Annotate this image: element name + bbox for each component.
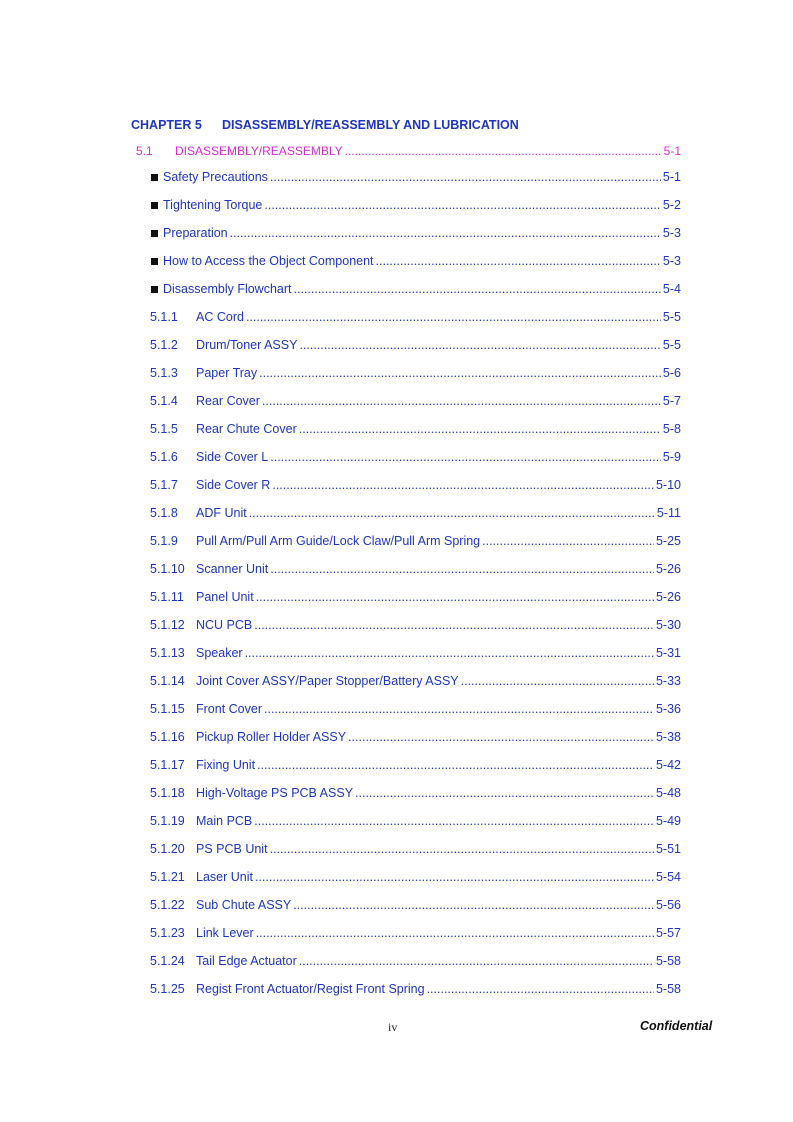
toc-entry-title: PS PCB Unit — [196, 842, 268, 856]
toc-entry[interactable] — [150, 226, 681, 254]
square-bullet-icon — [151, 174, 158, 181]
dot-leader — [256, 590, 654, 604]
dot-leader — [299, 338, 660, 352]
toc-entry-page: 5-1 — [662, 170, 681, 184]
toc-entry-title: Main PCB — [196, 814, 253, 828]
dot-leader — [246, 310, 661, 324]
toc-entry-page: 5-38 — [655, 730, 681, 744]
toc-entry-title: Tail Edge Actuator — [196, 954, 297, 968]
dot-leader — [345, 144, 662, 158]
toc-entry-number: 5.1.14 — [150, 674, 185, 688]
toc-entry[interactable] — [150, 310, 681, 338]
footer-confidential-label: Confidential — [640, 1019, 713, 1033]
toc-entry-page: 5-51 — [655, 842, 681, 856]
toc-entry-title: Regist Front Actuator/Regist Front Spring — [196, 982, 425, 996]
toc-entry-title: Laser Unit — [196, 870, 253, 884]
toc-entry-title: Pull Arm/Pull Arm Guide/Lock Claw/Pull Arm Spring — [196, 534, 481, 548]
toc-entry-title: Link Lever — [196, 926, 254, 940]
dot-leader — [245, 646, 654, 660]
toc-entry-title: Joint Cover ASSY/Paper Stopper/Battery ASSY — [196, 674, 459, 688]
dot-leader — [461, 674, 654, 688]
toc-entry-page: 5-5 — [662, 338, 681, 352]
toc-entry-title: Pickup Roller Holder ASSY — [196, 730, 347, 744]
toc-entry-title: Side Cover R — [196, 478, 271, 492]
toc-entry[interactable] — [150, 170, 681, 198]
square-bullet-icon — [151, 258, 158, 265]
toc-entry[interactable] — [150, 786, 681, 814]
toc-entry[interactable] — [150, 674, 681, 702]
section-page: 5-1 — [663, 144, 681, 158]
toc-entry[interactable] — [150, 982, 681, 1010]
toc-entry-title: Drum/Toner ASSY — [196, 338, 298, 352]
toc-entry[interactable] — [150, 478, 681, 506]
toc-entry-page: 5-9 — [662, 450, 681, 464]
toc-entry-page: 5-36 — [655, 702, 681, 716]
toc-entry-title: Rear Chute Cover — [196, 422, 297, 436]
toc-entry-page: 5-48 — [655, 786, 681, 800]
toc-entry[interactable] — [150, 394, 681, 422]
toc-entry-number: 5.1.10 — [150, 562, 185, 576]
toc-entry-page: 5-31 — [655, 646, 681, 660]
chapter-heading — [131, 118, 519, 132]
toc-entry-page: 5-56 — [655, 898, 681, 912]
dot-leader — [355, 786, 654, 800]
toc-entry-number: 5.1.12 — [150, 618, 185, 632]
toc-entry-number: 5.1.23 — [150, 926, 185, 940]
dot-leader — [254, 618, 654, 632]
toc-entry-page: 5-25 — [655, 534, 681, 548]
toc-entry-page: 5-3 — [662, 226, 681, 240]
dot-leader — [255, 870, 654, 884]
toc-entry-number: 5.1.7 — [150, 478, 178, 492]
toc-entry[interactable] — [150, 926, 681, 954]
dot-leader — [348, 730, 654, 744]
dot-leader — [293, 898, 654, 912]
toc-entry-page: 5-33 — [655, 674, 681, 688]
toc-entry-page: 5-26 — [655, 562, 681, 576]
toc-entry-title: AC Cord — [196, 310, 244, 324]
toc-entry-title: Preparation — [163, 226, 228, 240]
toc-entry-page: 5-26 — [655, 590, 681, 604]
toc-entry-page: 5-54 — [655, 870, 681, 884]
toc-entry[interactable] — [150, 870, 681, 898]
dot-leader — [254, 814, 654, 828]
toc-entry-title: Disassembly Flowchart — [163, 282, 292, 296]
dot-leader — [262, 394, 661, 408]
dot-leader — [230, 226, 661, 240]
toc-entry-page: 5-7 — [662, 394, 681, 408]
dot-leader — [259, 366, 661, 380]
toc-entry-number: 5.1.2 — [150, 338, 178, 352]
dot-leader — [264, 198, 661, 212]
toc-entry-number: 5.1.25 — [150, 982, 185, 996]
section-number: 5.1 — [136, 144, 153, 158]
toc-entry-title: Scanner Unit — [196, 562, 269, 576]
dot-leader — [294, 282, 661, 296]
toc-entry-page: 5-49 — [655, 814, 681, 828]
toc-entry[interactable] — [150, 534, 681, 562]
toc-entry-number: 5.1.16 — [150, 730, 185, 744]
toc-entry-page: 5-5 — [662, 310, 681, 324]
square-bullet-icon — [151, 230, 158, 237]
toc-entry-number: 5.1.4 — [150, 394, 178, 408]
square-bullet-icon — [151, 202, 158, 209]
toc-entry-title: Panel Unit — [196, 590, 254, 604]
chapter-number: CHAPTER 5 — [131, 118, 202, 132]
toc-entry[interactable] — [150, 254, 681, 282]
toc-entry-title: Tightening Torque — [163, 198, 263, 212]
section-title: DISASSEMBLY/REASSEMBLY — [175, 144, 343, 158]
toc-entry-list — [150, 170, 681, 1010]
toc-entry[interactable] — [150, 898, 681, 926]
footer-page-number: iv — [388, 1020, 398, 1034]
toc-entry-page: 5-2 — [662, 198, 681, 212]
dot-leader — [249, 506, 655, 520]
dot-leader — [257, 758, 654, 772]
toc-entry-page: 5-30 — [655, 618, 681, 632]
toc-entry-page: 5-3 — [662, 254, 681, 268]
dot-leader — [376, 254, 661, 268]
toc-entry[interactable] — [150, 422, 681, 450]
dot-leader — [270, 170, 661, 184]
toc-entry-page: 5-6 — [662, 366, 681, 380]
dot-leader — [482, 534, 654, 548]
toc-entry[interactable] — [150, 366, 681, 394]
chapter-title: DISASSEMBLY/REASSEMBLY AND LUBRICATION — [222, 118, 519, 132]
toc-entry[interactable] — [150, 954, 681, 982]
toc-entry[interactable] — [150, 702, 681, 730]
toc-entry-page: 5-8 — [662, 422, 681, 436]
toc-entry[interactable] — [150, 198, 681, 226]
toc-entry[interactable] — [150, 618, 681, 646]
toc-entry-title: Rear Cover — [196, 394, 260, 408]
toc-entry-title: Sub Chute ASSY — [196, 898, 292, 912]
toc-entry-page: 5-42 — [655, 758, 681, 772]
toc-entry-number: 5.1.20 — [150, 842, 185, 856]
toc-entry-title: Speaker — [196, 646, 243, 660]
toc-entry-number: 5.1.18 — [150, 786, 185, 800]
toc-entry-number: 5.1.13 — [150, 646, 185, 660]
toc-entry[interactable] — [150, 646, 681, 674]
toc-section-entry[interactable] — [136, 144, 681, 160]
toc-entry[interactable] — [150, 758, 681, 786]
toc-entry-number: 5.1.21 — [150, 870, 185, 884]
toc-entry-page: 5-4 — [662, 282, 681, 296]
dot-leader — [256, 926, 654, 940]
toc-entry-title: Paper Tray — [196, 366, 258, 380]
toc-entry-number: 5.1.6 — [150, 450, 178, 464]
toc-entry-number: 5.1.3 — [150, 366, 178, 380]
toc-entry-page: 5-11 — [656, 506, 681, 520]
toc-entry[interactable] — [150, 562, 681, 590]
toc-entry-number: 5.1.19 — [150, 814, 185, 828]
dot-leader — [427, 982, 654, 996]
square-bullet-icon — [151, 286, 158, 293]
dot-leader — [270, 450, 661, 464]
toc-entry[interactable] — [150, 842, 681, 870]
toc-entry-page: 5-58 — [655, 954, 681, 968]
toc-entry[interactable] — [150, 814, 681, 842]
toc-entry-number: 5.1.24 — [150, 954, 185, 968]
toc-entry-title: Front Cover — [196, 702, 262, 716]
dot-leader — [270, 842, 654, 856]
toc-entry-number: 5.1.22 — [150, 898, 185, 912]
toc-entry-number: 5.1.15 — [150, 702, 185, 716]
toc-entry[interactable] — [150, 730, 681, 758]
toc-entry[interactable] — [150, 282, 681, 310]
toc-entry-number: 5.1.11 — [150, 590, 184, 604]
toc-entry[interactable] — [150, 506, 681, 534]
toc-entry[interactable] — [150, 338, 681, 366]
toc-entry-title: High-Voltage PS PCB ASSY — [196, 786, 354, 800]
toc-entry-page: 5-10 — [655, 478, 681, 492]
toc-entry-title: Side Cover L — [196, 450, 269, 464]
dot-leader — [299, 422, 661, 436]
toc-entry-title: Safety Precautions — [163, 170, 268, 184]
toc-entry-title: ADF Unit — [196, 506, 247, 520]
toc-entry-page: 5-57 — [655, 926, 681, 940]
toc-entry-title: How to Access the Object Component — [163, 254, 374, 268]
toc-entry-number: 5.1.9 — [150, 534, 178, 548]
toc-entry-page: 5-58 — [655, 982, 681, 996]
toc-entry-number: 5.1.1 — [150, 310, 178, 324]
dot-leader — [299, 954, 654, 968]
dot-leader — [272, 478, 654, 492]
dot-leader — [264, 702, 654, 716]
toc-entry-title: NCU PCB — [196, 618, 253, 632]
toc-entry[interactable] — [150, 450, 681, 478]
toc-entry-number: 5.1.17 — [150, 758, 185, 772]
toc-entry-number: 5.1.8 — [150, 506, 178, 520]
dot-leader — [270, 562, 654, 576]
toc-entry[interactable] — [150, 590, 681, 618]
toc-entry-title: Fixing Unit — [196, 758, 256, 772]
toc-entry-number: 5.1.5 — [150, 422, 178, 436]
